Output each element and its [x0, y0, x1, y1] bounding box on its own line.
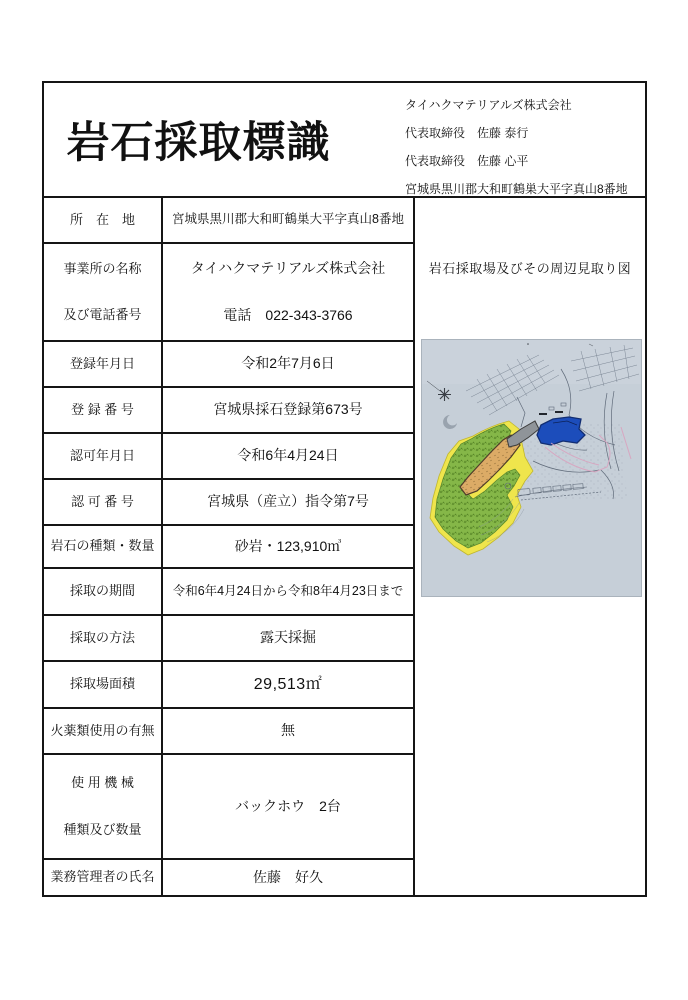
table-row-registration-date: [44, 342, 413, 388]
row-label: 採取の期間: [44, 569, 163, 614]
company-address-line: 宮城県黒川郡大和町鶴巣大平字真山8番地: [405, 182, 628, 196]
table-row-office-name-phone: [44, 244, 413, 342]
row-label: 岩石の種類・数量: [44, 526, 163, 567]
row-label: 所 在 地: [44, 198, 163, 242]
details-table: [44, 198, 413, 895]
row-value: 佐藤 好久: [253, 868, 323, 885]
table-row-registration-number: [44, 388, 413, 434]
map-caption: 岩石採取場及びその周辺見取り図: [428, 261, 632, 276]
table-row-machinery: [44, 755, 413, 860]
row-label: 業務管理者の氏名: [44, 860, 163, 895]
title-cell: [44, 83, 405, 196]
row-value: 無: [281, 722, 295, 739]
table-row-approval-number: [44, 480, 413, 526]
page-title: 岩石採取標識: [66, 119, 331, 167]
row-label: 事業所の名称 及び電話番号: [44, 244, 163, 340]
row-value: 宮城県採石登録第673号: [213, 401, 363, 418]
row-value: 令和2年7月6日: [241, 355, 335, 372]
row-value: 令和6年4月24日から令和8年4月23日まで: [172, 583, 404, 598]
row-label: 採取の方法: [44, 616, 163, 660]
row-value: タイハクマテリアルズ株式会社 電話 022-343-3766: [190, 259, 386, 323]
row-value: 令和6年4月24日: [237, 447, 339, 464]
row-value: 宮城県黒川郡大和町鶴巣大平字真山8番地: [172, 212, 404, 227]
company-name-line: タイハクマテリアルズ株式会社: [405, 98, 572, 112]
table-row-site-area: [44, 662, 413, 709]
quarry-notice-document: [42, 81, 647, 897]
table-row-extraction-method: [44, 616, 413, 662]
representative-line-1: 代表取締役 佐藤 泰行: [405, 126, 529, 140]
document-body: [44, 198, 645, 895]
map-panel: [413, 198, 645, 895]
row-label: 認 可 番 号: [44, 480, 163, 524]
document-header: [44, 83, 645, 198]
representative-line-2: 代表取締役 佐藤 心平: [405, 154, 529, 168]
table-row-rock-type-quantity: [44, 526, 413, 569]
row-label: 使 用 機 械 種類及び数量: [44, 755, 163, 858]
row-value: 29,513㎡: [253, 675, 323, 693]
row-label: 火薬類使用の有無: [44, 709, 163, 753]
row-label: 認可年月日: [44, 434, 163, 478]
table-row-manager-name: [44, 860, 413, 895]
row-value: 露天採掘: [260, 629, 316, 646]
row-value: 砂岩・123,910㎥: [234, 537, 342, 554]
company-info: [405, 83, 645, 196]
table-row-explosives-use: [44, 709, 413, 755]
table-row-extraction-period: [44, 569, 413, 616]
row-value: バックホウ 2台: [235, 797, 341, 814]
table-row-location: [44, 198, 413, 244]
table-row-approval-date: [44, 434, 413, 480]
site-map-photo: [421, 339, 642, 597]
row-label: 登 録 番 号: [44, 388, 163, 432]
row-value: 宮城県（産立）指令第7号: [207, 493, 369, 510]
row-label: 採取場面積: [44, 662, 163, 707]
row-label: 登録年月日: [44, 342, 163, 386]
